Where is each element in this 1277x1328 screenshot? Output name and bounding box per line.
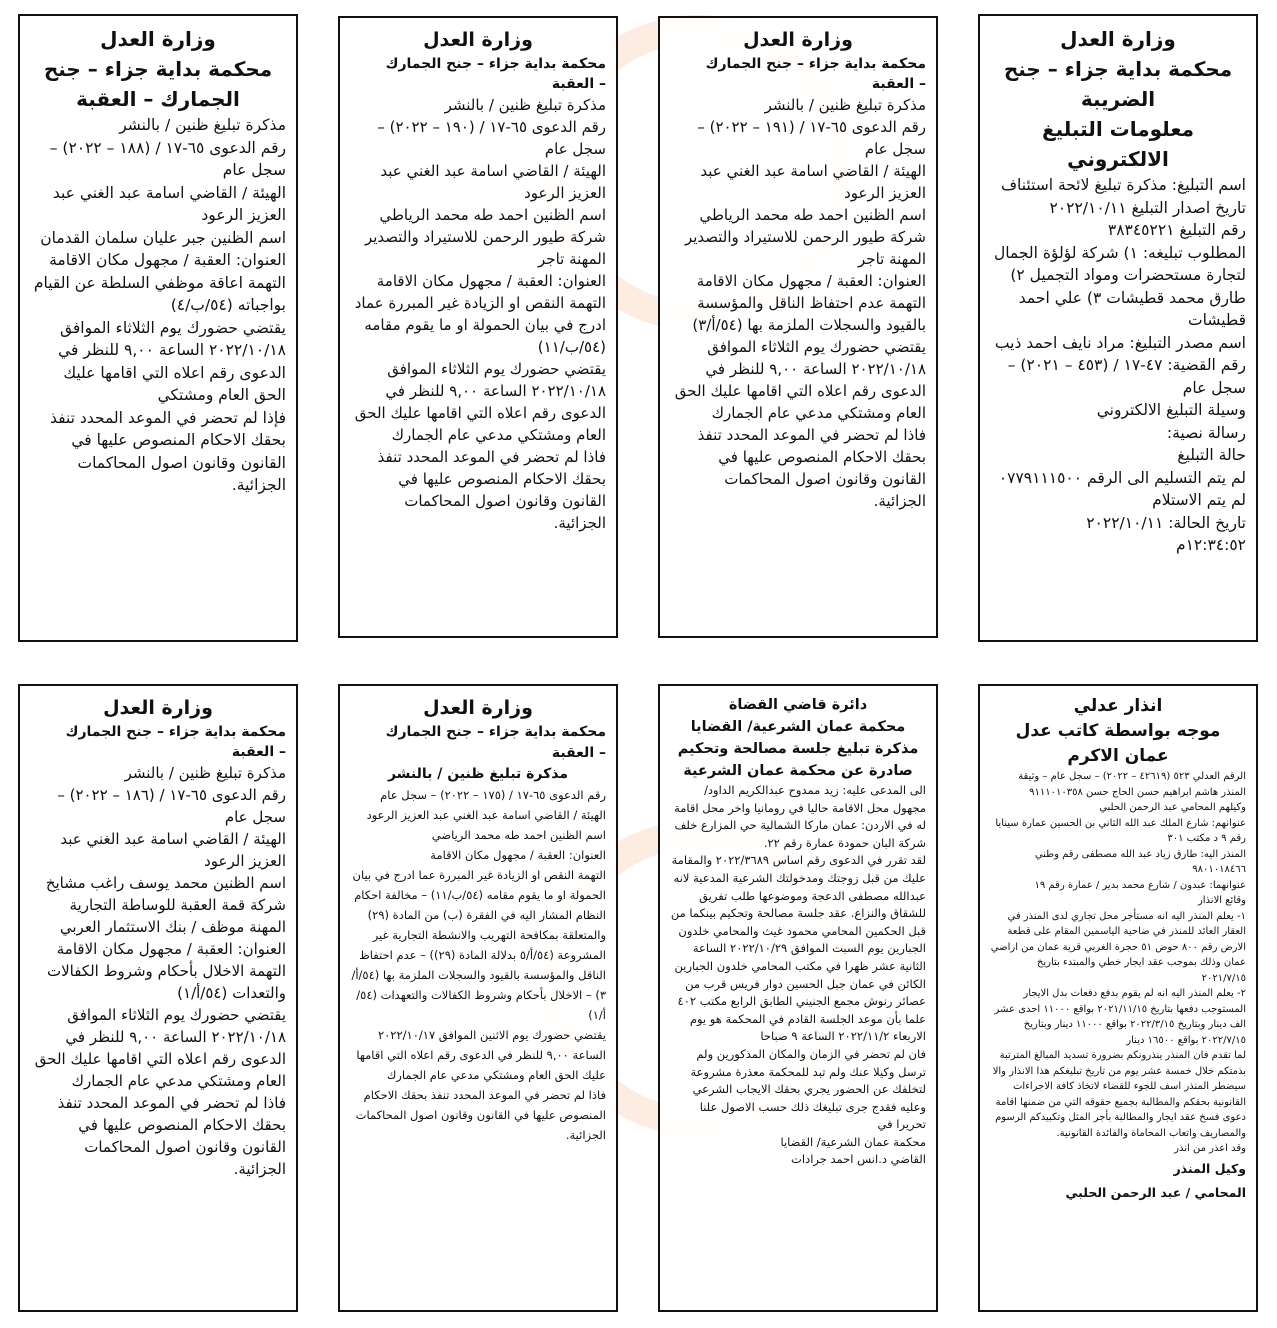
notice-line: التهمة عدم احتفاظ الناقل والمؤسسة بالقيود والسجلات الملزمة بها (٥٤/أ/٣)	[692, 294, 926, 334]
notice-line: الهيئة / القاضي اسامة عبد الغني عبد العزيز الرعود	[695, 162, 926, 202]
notice-header-line: دائرة قاضي القضاة	[728, 697, 868, 713]
notice-line: الرقم العدلي ٥٢٣ (٤٢٦١٩ – ٢٠٢٢) – سجل عام – وثيقة	[1018, 771, 1246, 782]
notice-subheader-line: محكمة بداية جزاء – جنح الجمارك	[385, 724, 606, 740]
notice-line: التهمة الاخلال بأحكام وشروط الكفالات والتعدات (٥٤/أ/١)	[42, 962, 286, 1002]
notice-line: اسم الظنين احمد طه محمد الرياضي	[431, 828, 606, 842]
notice-line: فاذا لم تحضر في الموعد المحدد تنفذ بحقك الاحكام المنصوص عليها في القانون وقانون اصول المحاكمات الجزائية.	[352, 1088, 606, 1142]
notice-line: المنذر اليه: طارق زياد عبد الله مصطفى رقم وطني ٩٨٠١٠١٨٤٦٦	[1031, 848, 1246, 875]
notice-line: اسم التبليغ: مذكرة تبليغ لائحة استئناف	[1000, 176, 1246, 194]
notice-header-line: وزارة العدل	[100, 27, 216, 51]
notice-line: اسم الظنين جبر عليان سلمان القدمان	[40, 228, 286, 247]
notice-signature-line: المحامي / عبد الرحمن الحلبي	[1065, 1184, 1246, 1200]
notice-header-line: موجه بواسطة كاتب عدل	[1015, 721, 1221, 741]
notice-header-line: الضريبة	[1080, 87, 1156, 111]
notice-line: وقد اعذر من انذر	[1174, 1143, 1246, 1154]
notice-line: مذكرة تبليغ ظنين / بالنشر	[119, 116, 286, 134]
notice-line: شركة قمة العقبة للوساطة التجارية	[69, 896, 286, 914]
notice-header-line: مذكرة تبليغ جلسة مصالحة وتحكيم	[677, 741, 919, 757]
notice-electronic-notification	[978, 14, 1258, 642]
notice-customs-case-188	[18, 14, 298, 642]
notice-sharia-court	[658, 684, 938, 1312]
notice-line: ١- يعلم المنذر اليه انه مستأجر محل تجاري لدى المنذر في العقار العائد للمنذر في ضاحية الياسمين المقام على قطعة الارض رقم ٨٠٠ حوض ٥١ حجرة الغربي قرية عمان من اراضي عمان وذلك بموجب عقد ايجار خطي والمبتدء بتاريخ ٢٠٢١/٧/١٥	[987, 910, 1246, 984]
notice-subheader-line: – العقبة	[231, 744, 286, 760]
notice-header-line: وزارة العدل	[423, 697, 533, 719]
notice-line: المهنة تاجر	[538, 250, 606, 268]
notice-subheader-line: – العقبة	[551, 76, 606, 92]
notice-line: الهيئة / القاضي اسامة عبد الغني عبد العزيز الرعود	[366, 808, 606, 822]
notice-line: التهمة النقص او الزيادة غير المبررة عما ادرج في بيان الحمولة او ما يقوم مقامه (٥٤/ب/١١) – مخالفة احكام النظام المشار اليه في الفقرة (ب) من المادة (٢٩) والمتعلقة بمكافحة التهريب والانشطة التجارية غير المشروعة (٥٤/أ/٥ بدلالة المادة (٢٩)) – عدم احتفاظ الناقل والمؤسسة بالقيود والسجلات الملزمة بها (٥٤/أ/٣) – الاخلال بأحكام وشروط الكفالات والتعهدات (٥٤/أ/١)	[348, 868, 606, 1022]
notice-line: التهمة اعاقة موظفي السلطة عن القيام بواجباته (٥٤/ب/٤)	[28, 273, 286, 314]
notice-customs-case-191	[658, 16, 938, 638]
notice-line: العنوان: العقبة / مجهول مكان الاقامة	[376, 272, 606, 290]
notice-line: يقتضي حضورك يوم الثلاثاء الموافق ٢٠٢٢/١٠/١٨ الساعة ٩,٠٠ للنظر في الدعوى رقم اعلاه التي اقامها عليك الحق العام ومشتكي مدعي عام الجمارك	[670, 338, 926, 422]
notice-header-line: محكمة بداية جزاء – جنح	[43, 57, 273, 81]
notice-subheader-line: – العقبة	[871, 76, 926, 92]
notice-line: تاريخ اصدار التبليغ ٢٠٢٢/١٠/١١	[1049, 198, 1246, 217]
notice-line: الى المدعى عليه: زيد ممدوح عبدالكريم الداود/ مجهول محل الاقامة حاليا في رومانيا واخر محل اقامة له في الاردن: عمان ماركا الشمالية حي المزارع خلف شركة البان حمودة عمارة رقم ٢٢.	[670, 783, 926, 850]
notice-header-line: محكمة عمان الشرعية/ القضايا	[690, 719, 906, 735]
notice-header-line: وزارة العدل	[423, 29, 533, 51]
notice-line: العنوان: العقبة / مجهول مكان الاقامة	[56, 940, 286, 958]
notice-line: لقد تقرر في الدعوى رقم اساس ٢٠٢٢/٣٦٨٩ والمقامة عليك من قبل زوجتك ومدخولتك الشرعية المدعية لانه عبدالله مصطفى الدعجة وموضوعها طلب تفريق للشقاق والنزاع. عقد جلسة مصالحة وتحكيم بينكما من قبل الحكمين المحامي محمود غيث والمحامي خلدون الجبارين يوم السبت الموافق ٢٠٢٢/١٠/٢٩ الساعة الثانية عشر ظهرا في مكتب المحامي خلدون الجبارين الكائن في عمان جبل الحسين دوار فريس قرب من عصائر رنوش مجمع الجنيني الطابق الرابع مكتب ٤٠٢ علما بأن موعد الجلسة القادم في المحكمة هو يوم الاربعاء ٢٠٢٢/١١/٢ الساعة ٩ صباحا	[667, 853, 926, 1044]
notice-line: التهمة النقص او الزيادة غير المبررة عماد ادرج في بيان الحمولة او ما يقوم مقامه (٥٤/ب/١١)	[349, 294, 606, 356]
notice-line: يقتضي حضورك يوم الثلاثاء الموافق ٢٠٢٢/١٠/١٨ الساعة ٩,٠٠ للنظر في الدعوى رقم اعلاه التي اقامها عليك الحق العام ومشتكي مدعي عام الجمارك	[30, 1006, 286, 1090]
notice-header-line: عمان الاكرم	[1067, 746, 1169, 766]
notice-line: فاذا لم تحضر في الموعد المحدد تنفذ بحقك الاحكام المنصوص عليها في القانون وقانون اصول المحاكمات الجزائية.	[52, 1094, 286, 1178]
notice-line: المطلوب تبليغه: ١) شركة لؤلؤة الجمال لتجارة مستحضرات ومواد التجميل ٢) طارق محمد قطيشات ٣) علي احمد قطيشات	[989, 243, 1246, 329]
notice-line: العنوان: العقبة / مجهول مكان الاقامة	[696, 272, 926, 290]
notice-line: يقتضي حضورك يوم الاثنين الموافق ٢٠٢٢/١٠/١٧ الساعة ٩,٠٠ للنظر في الدعوى رقم اعلاه التي اقامها عليك الحق العام ومشتكي مدعي عام الجمارك	[352, 1028, 606, 1082]
notice-customs-case-175	[338, 684, 618, 1312]
notice-header-line: صادرة عن محكمة عمان الشرعية	[683, 763, 913, 779]
notice-line: وسيلة التبليغ الالكتروني	[1096, 401, 1246, 419]
notice-header-line: انذار عدلي	[1073, 696, 1163, 716]
notice-header-line: معلومات التبليغ الالكتروني	[1041, 117, 1194, 171]
notice-line: لما تقدم فان المنذر ينذرونكم بضرورة تسديد المبالغ المترتبة بذمتكم خلال خمسة عشر يوم من تاريخ تبليغكم هذا الانذار والا سيضطر المنذر اسف للجوء للقضاء لاتخاذ كافة الاجراءات القانونية بحقكم والمطالبة بجميع حقوقه التي من ضمنها اقامة دعوى فسخ عقد ايجار والمطالبة بأجر المثل وتكبيدكم الرسوم والمصاريف واتعاب المحاماة والفائدة القانونية.	[989, 1050, 1246, 1139]
notice-line: وقائع الانذار	[1197, 895, 1246, 906]
notice-line: المهنة موظف / بنك الاستثمار العربي	[59, 918, 286, 936]
notice-subheader-line: – العقبة	[551, 745, 606, 761]
notice-subheader-line: محكمة بداية جزاء – جنح الجمارك	[65, 724, 286, 740]
notice-customs-case-190	[338, 16, 618, 638]
notice-legal-warning	[978, 684, 1258, 1312]
notice-line: عنوانهم: شارع الملك عبد الله الثاني بن الحسين عمارة سينايا رقم ٩ د مكتب ٣٠١	[992, 817, 1246, 844]
notice-line: الهيئة / القاضي اسامة عبد الغني عبد العزيز الرعود	[375, 162, 606, 202]
notice-line: ١٢:٣٤:٥٢م	[1175, 536, 1246, 554]
notice-line: العنوان: العقبة / مجهول مكان الاقامة	[49, 251, 286, 269]
notice-line: مذكرة تبليغ ظنين / بالنشر	[444, 96, 606, 114]
notice-line: رقم الدعوى ٦٥-١٧ / (١٩٠ – ٢٠٢٢) – سجل عام	[372, 118, 606, 158]
notice-subheader-line: محكمة بداية جزاء – جنح الجمارك	[385, 56, 606, 72]
notice-line: رقم التبليغ ٣٨٣٤٥٢٢١	[1107, 221, 1246, 239]
notice-line: الهيئة / القاضي اسامة عبد الغني عبد العزيز الرعود	[55, 830, 286, 870]
notice-line: القاضي د.انس احمد جرادات	[791, 1152, 926, 1167]
notice-header-line: وزارة العدل	[1060, 27, 1176, 51]
notice-line: رقم الدعوى ٦٥-١٧ / (١٨٦ – ٢٠٢٢) – سجل عام	[52, 786, 286, 826]
notice-line: لم يتم الاستلام	[1152, 491, 1246, 509]
notice-line: رسالة نصية:	[1166, 423, 1246, 442]
notice-signature-line: وكيل المنذر	[1173, 1160, 1246, 1176]
notice-line: وكيلهم المحامي عبد الرحمن الحلبي	[1099, 802, 1246, 813]
notice-line: يقتضي حضورك يوم الثلاثاء الموافق ٢٠٢٢/١٠/١٨ الساعة ٩,٠٠ للنظر في الدعوى رقم اعلاه التي اقامها عليك الحق العام ومشتكي مدعي عام الجمارك	[350, 360, 606, 444]
notice-customs-case-186	[18, 684, 298, 1312]
notice-line: العنوان: العقبة / مجهول مكان الاقامة	[430, 848, 606, 862]
notice-line: مذكرة تبليغ ظنين / بالنشر	[764, 96, 926, 114]
notice-line: فإذا لم تحضر في الموعد المحدد تنفذ بحقك الاحكام المنصوص عليها في القانون وقانون اصول المحاكمات الجزائية.	[45, 408, 286, 494]
notice-line: الهيئة / القاضي اسامة عبد الغني عبد العزيز الرعود	[47, 183, 286, 224]
notice-line: اسم الظنين احمد طه محمد الرياطي شركة طيور الرحمن للاستيراد والتصدير	[684, 206, 926, 246]
notice-line: رقم الدعوى ٦٥-١٧ / (١٩١ – ٢٠٢٢) – سجل عام	[692, 118, 926, 158]
notice-line: مذكرة تبليغ ظنين / بالنشر	[124, 764, 286, 782]
notice-line: يقتضي حضورك يوم الثلاثاء الموافق ٢٠٢٢/١٠/١٨ الساعة ٩,٠٠ للنظر في الدعوى رقم اعلاه التي اقامها عليك الحق العام ومشتكي	[53, 318, 286, 404]
notice-subheader-line: مذكرة تبليغ ظنين / بالنشر	[387, 766, 569, 782]
notice-line: المهنة تاجر	[858, 250, 926, 268]
notice-header-line: الجمارك – العقبة	[76, 87, 240, 111]
notice-line: ٢- يعلم المنذر اليه انه لم يقوم بدفع دفعات بدل الايجار المستوجب دفعها بتاريخ ٢٠٢١/١١/١٥ بواقع ١١٠٠٠ احدى عشر الف دينار وبتاريخ ٢٠٢٢/٣/١٥ بواقع ١١٠٠٠ دينار وبتاريخ ٢٠٢٢/٧/١٥ بواقع ١٦٥٠٠ دينار	[991, 988, 1246, 1046]
notice-line: المنذر هاشم ابراهيم حسن الحاج حسن ٩١١١٠١٠٣٥٨	[1029, 786, 1246, 798]
notice-line: اسم الظنين احمد طه محمد الرياطي شركة طيور الرحمن للاستيراد والتصدير	[364, 206, 606, 246]
notice-line: حالة التبليغ	[1177, 446, 1246, 464]
notice-subheader-line: محكمة بداية جزاء – جنح الجمارك	[705, 56, 926, 72]
notice-line: فان لم تحضر في الزمان والمكان المذكورين ولم ترسل وكيلا عنك ولم تبد للمحكمة معذرة مشروعة لتخلفك عن الحضور يجري بحقك الايجاب الشرعي وعليه فقدج جرى تبليغك ذلك حسب الاصول علنا تحريرا في	[686, 1046, 926, 1132]
notice-line: لم يتم التسليم الى الرقم ٠٧٧٩١١١٥٠٠	[998, 468, 1246, 487]
notice-line: رقم الدعوى ٦٥-١٧ / (١٧٥ – ٢٠٢٢) – سجل عام	[380, 788, 606, 802]
notice-line: اسم مصدر التبليغ: مراد نايف احمد ذيب رقم القضية: ٤٧-١٧ / (٤٥٣ – ٢٠٢١) – سجل عام	[989, 333, 1246, 397]
notice-line: فاذا لم تحضر في الموعد المحدد تنفذ بحقك الاحكام المنصوص عليها في القانون وقانون اصول المحاكمات الجزائية.	[692, 426, 926, 510]
notice-line: عنوانهما: عبدون / شارع محمد بدير / عمارة رقم ١٩	[1034, 879, 1246, 891]
notice-line: تاريخ الحالة: ٢٠٢٢/١٠/١١	[1086, 513, 1246, 532]
notice-header-line: محكمة بداية جزاء – جنح	[1003, 57, 1233, 81]
notice-header-line: وزارة العدل	[743, 29, 853, 51]
notice-line: فاذا لم تحضر في الموعد المحدد تنفذ بحقك الاحكام المنصوص عليها في القانون وقانون اصول المحاكمات الجزائية.	[372, 448, 606, 532]
notice-line: محكمة عمان الشرعية/ القضايا	[780, 1134, 926, 1149]
notice-header-line: وزارة العدل	[103, 697, 213, 719]
notice-line: اسم الظنين محمد يوسف راغب مشايخ	[45, 874, 286, 892]
notice-line: رقم الدعوى ٦٥-١٧ / (١٨٨ – ٢٠٢٢) – سجل عام	[44, 138, 286, 179]
